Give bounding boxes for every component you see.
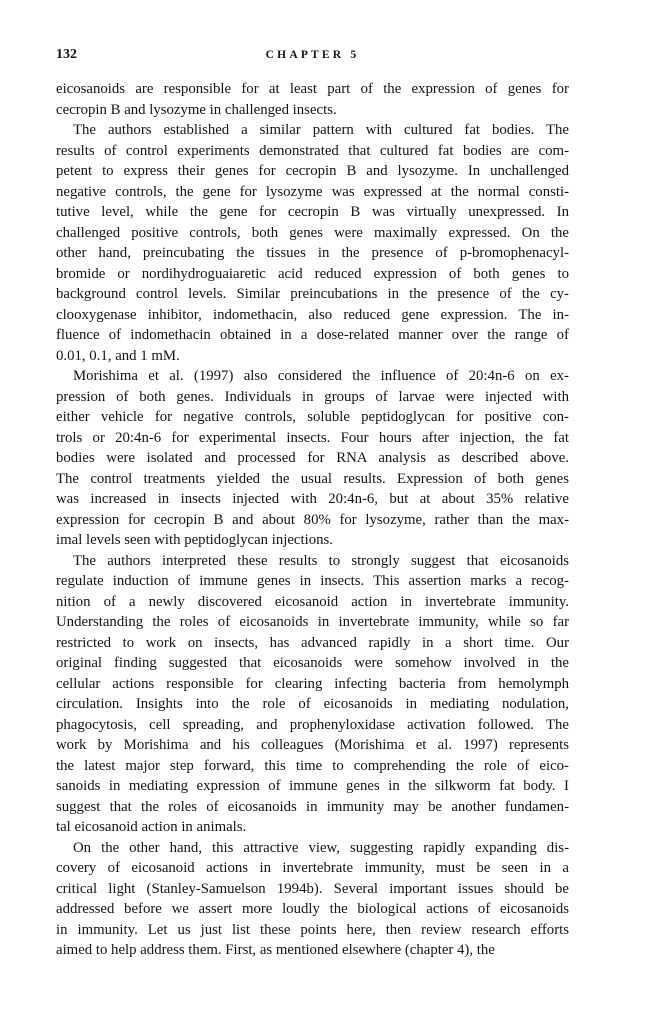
text-line: The authors established a similar pattern with cultured fat bodies. The [73,122,569,138]
text-line: expression for cecropin B and about 80% for lysozyme, rather than the max- [56,511,569,528]
text-line: suggest that the roles of eicosanoids in immunity may be another fundamen- [56,798,569,815]
text-line: cellular actions responsible for clearing infecting bacteria from hemolymph [56,675,569,692]
text-line: bodies were isolated and processed for RNA analysis as described above. [56,450,569,466]
text-line: critical light (Stanley-Samuelson 1994b). Several important issues should be [56,880,569,897]
page-number: 132 [56,47,77,62]
text-line: in immunity. Let us just list these points here, then review research efforts [56,921,569,938]
text-line: Understanding the roles of eicosanoids in invertebrate immunity, while so far [56,614,569,630]
paragraph [56,120,569,366]
text-line: The authors interpreted these results to strongly suggest that eicosanoids [73,552,569,569]
text-line: was increased in insects injected with 20:4n-6, but at about 35% relative [56,491,569,507]
text-line: covery of eicosanoid actions in invertebrate immunity, must be seen in a [56,860,569,876]
text-line: addressed before we assert more loudly the biological actions of eicosanoids [56,901,569,917]
text-line: Morishima et al. (1997) also considered the influence of 20:4n-6 on ex- [73,368,569,384]
text-line: aimed to help address them. First, as mentioned elsewhere (chapter 4), the [56,942,495,958]
paragraph [56,551,569,838]
text-line: original finding suggested that eicosanoids were somehow involved in the [56,655,569,671]
text-line: imal levels seen with peptidoglycan injections. [56,532,333,548]
text-line: On the other hand, this attractive view, suggesting rapidly expanding dis- [73,839,569,856]
body-text [56,79,569,961]
text-line: restricted to work on insects, has advanced rapidly in a short time. Our [56,634,569,651]
text-line: cecropin B and lysozyme in challenged insects. [56,101,337,118]
paragraph [56,366,569,551]
text-line: the latest major step forward, this time to comprehending the role of eico- [56,757,569,774]
book-page [56,44,569,961]
text-line: phagocytosis, cell spreading, and prophenyloxidase activation followed. The [56,716,569,733]
text-line: eicosanoids are responsible for at least part of the expression of genes for [56,81,569,97]
text-line: tal eicosanoid action in animals. [56,819,247,835]
text-line: 0.01, 0.1, and 1 mM. [56,347,180,364]
text-line: other hand, preincubating the tissues in the presence of p-bromophenacyl- [56,245,569,261]
text-line: circulation. Insights into the role of eicosanoids in mediating nodulation, [56,696,569,712]
text-line: clooxygenase inhibitor, indomethacin, also reduced gene expression. The in- [56,306,569,323]
text-line: work by Morishima and his colleagues (Morishima et al. 1997) represents [56,737,569,753]
text-line: petent to express their genes for cecropin B and lysozyme. In unchallenged [56,163,569,179]
running-head [56,44,569,66]
paragraph [56,838,569,961]
text-line: results of control experiments demonstrated that cultured fat bodies are com- [56,142,569,159]
text-line: tutive level, while the gene for cecropin B was virtually unexpressed. In [56,204,569,220]
text-line: The control treatments yielded the usual results. Expression of both genes [56,470,569,487]
text-line: pression of both genes. Individuals in groups of larvae were injected with [56,388,569,405]
text-line: either vehicle for negative controls, soluble peptidoglycan for positive con- [56,409,569,425]
text-line: bromide or nordihydroguaiaretic acid reduced expression of both genes to [56,265,569,282]
text-line: trols or 20:4n-6 for experimental insects. Four hours after injection, the fat [56,429,569,446]
paragraph [56,79,569,120]
text-line: nition of a newly discovered eicosanoid action in invertebrate immunity. [56,593,569,610]
text-line: fluence of indomethacin obtained in a dose-related manner over the range of [56,327,569,343]
chapter-label: CHAPTER 5 [265,49,360,61]
text-line: regulate induction of immune genes in insects. This assertion marks a recog- [56,573,569,589]
text-line: negative controls, the gene for lysozyme was expressed at the normal consti- [56,183,569,200]
text-line: sanoids in mediating expression of immune genes in the silkworm fat body. I [56,778,569,794]
text-line: challenged positive controls, both genes were maximally expressed. On the [56,224,569,241]
text-line: background control levels. Similar preincubations in the presence of the cy- [56,286,569,302]
